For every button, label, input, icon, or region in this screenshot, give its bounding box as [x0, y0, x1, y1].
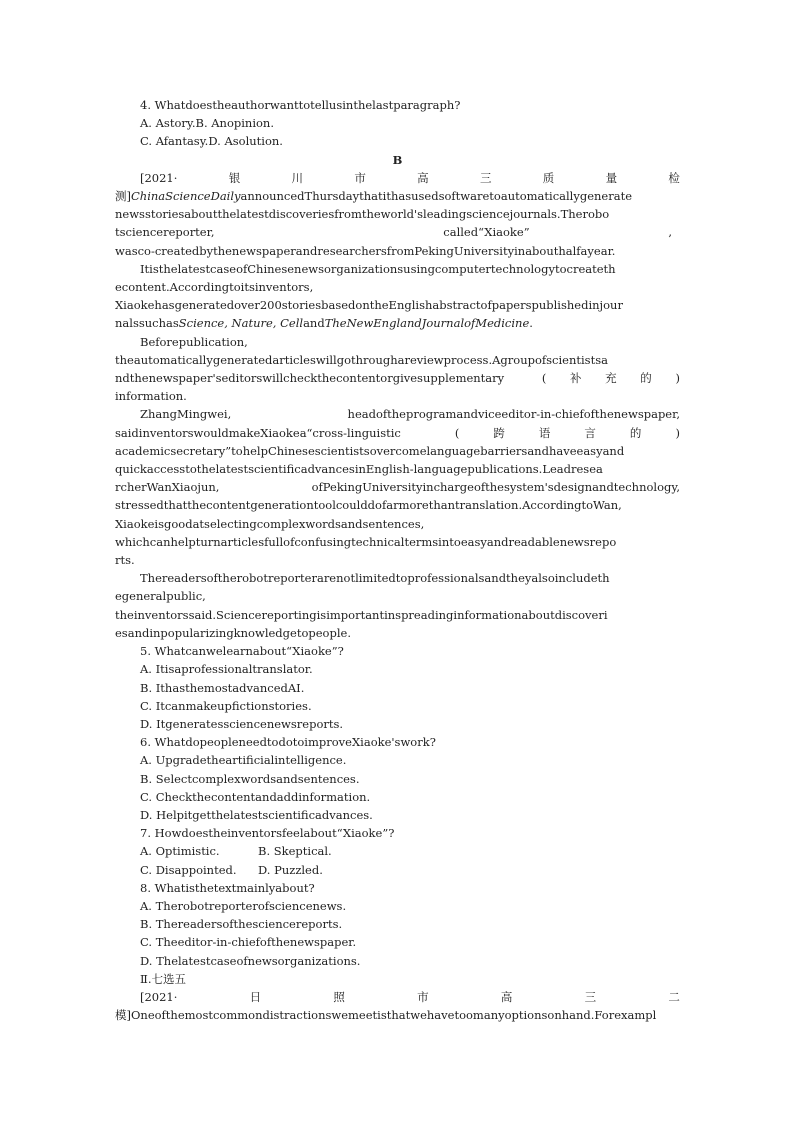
section-2-heading: Ⅱ.七选五 — [140, 971, 186, 986]
question-7-options-cd: C. Disappointed. D. Puzzled. — [140, 862, 323, 877]
para-2-line-3: Xiaokehasgeneratedover200storiesbasedontheEnglishabstractofpaperspublishedinjour — [115, 298, 623, 313]
para-5-line-4: esandinpopularizingknowledgetopeople. — [115, 625, 351, 640]
para-3-line-1: Beforepublication, — [140, 334, 248, 349]
para-4-line-1: ZhangMingwei, headoftheprogramandviceeditor-in-chiefofthenewspaper, — [140, 407, 680, 422]
para-5-line-3: theinventorssaid.Sciencereportingisimportantinspreadinginformationaboutdiscoveri — [115, 607, 608, 622]
question-5-option-d: D. Itgeneratessciencenewsreports. — [140, 716, 344, 731]
section-b-source: [2021· 银 川 市 高 三 质 量 检 — [140, 170, 680, 185]
question-4-options-ab: A. Astory.B. Anopinion. — [140, 116, 274, 131]
section-b-label: B — [392, 152, 403, 167]
question-4-options-cd: C. Afantasy.D. Asolution. — [140, 134, 283, 149]
question-5-option-b: B. IthasthemostadvancedAI. — [140, 680, 305, 695]
question-8-option-a: A. Therobotreporterofsciencenews. — [140, 898, 347, 913]
para-5-line-2: egeneralpublic, — [115, 589, 206, 604]
para-2-line-2: econtent.Accordingtoitsinventors, — [115, 280, 314, 295]
question-8-option-b: B. Thereadersofthesciencereports. — [140, 917, 343, 932]
para-2-line-1: ItisthelatestcaseofChinesenewsorganizationsusingcomputertechnologytocreateth — [140, 261, 616, 276]
question-6-option-c: C. Checkthecontentandaddinformation. — [140, 789, 371, 804]
para-5-line-1: Thereadersoftherobotreporterarenotlimitedtoprofessionalsandtheyalsoincludeth — [140, 571, 610, 586]
question-8-option-c: C. Theeditor-in-chiefofthenewspaper. — [140, 935, 357, 950]
section-b-line-3: tsciencereporter, called“Xiaoke” , — [115, 225, 672, 240]
question-8-stem: 8. Whatisthetextmainlyabout? — [140, 880, 315, 895]
para-4-line-7: Xiaokeisgoodatselectingcomplexwordsandsentences, — [115, 516, 425, 531]
question-5-option-a: A. Itisaprofessionaltranslator. — [140, 662, 313, 677]
question-6-option-d: D. Helpitgetthelatestscientificadvances. — [140, 807, 373, 822]
question-4-stem: 4. Whatdoestheauthorwanttotellusinthelastparagraph? — [140, 98, 461, 112]
question-6-stem: 6. WhatdopeopleneedtodotoimproveXiaoke'swork? — [140, 735, 436, 750]
question-6-option-b: B. Selectcomplexwordsandsentences. — [140, 771, 360, 786]
para-4-line-2: saidinventorswouldmakeXiaokea“cross-linguistic ( 跨 语 言 的 ) — [115, 425, 680, 440]
para-4-line-8: whichcanhelpturnarticlesfullofconfusingtechnicaltermsintoeasyandreadablenewsrepo — [115, 534, 617, 549]
section-b-line-1: 测]ChinaScienceDailyannouncedThursdaythatithasusedsoftwaretoautomaticallygenerate — [115, 189, 633, 204]
section-2-source: [2021· 日 照 市 高 三 二 — [140, 989, 680, 1004]
question-8-option-d: D. Thelatestcaseofnewsorganizations. — [140, 953, 361, 968]
section-b-line-4: wasco-createdbythenewspaperandresearchersfromPekingUniversityinabouthalfayear. — [115, 243, 616, 258]
section-2-line-2: 模]Oneofthemostcommondistractionswemeetisthatwehavetoomanyoptionsonhand.Forexampl — [115, 1008, 657, 1023]
para-4-line-9: rts. — [115, 553, 135, 568]
section-b-line-2: newsstoriesaboutthelatestdiscoveriesfromtheworld'sleadingsciencejournals.Therobo — [115, 207, 610, 222]
para-4-line-5: rcherWanXiaojun, ofPekingUniversityinchargeofthesystem'sdesignandtechnology, — [115, 480, 680, 495]
para-3-line-2: theautomaticallygeneratedarticleswillgothroughareviewprocess.Agroupofscientistsa — [115, 352, 608, 367]
question-5-stem: 5. Whatcanwelearnabout“Xiaoke”? — [140, 644, 344, 659]
para-2-line-4: nalssuchasScience, Nature, CellandTheNewEnglandJournalofMedicine. — [115, 316, 533, 331]
document-page — [115, 96, 680, 1024]
para-4-line-3: academicsecretary”tohelpChinesescientistsovercomelanguagebarriersandhaveeasyand — [115, 443, 625, 458]
para-4-line-4: quickaccesstothelatestscientificadvancesinEnglish-languagepublications.Leadresea — [115, 462, 603, 477]
para-4-line-6: stressedthatthecontentgenerationtoolcoulddofarmorethantranslation.AccordingtoWan, — [115, 498, 622, 513]
question-6-option-a: A. Upgradetheartificialintelligence. — [140, 753, 347, 768]
question-5-option-c: C. Itcanmakeupfictionstories. — [140, 698, 312, 713]
question-7-stem: 7. Howdoestheinventorsfeelabout“Xiaoke”? — [140, 826, 395, 841]
para-3-line-3: ndthenewspaper'seditorswillcheckthecontentorgivesupplementary ( 补 充 的 ) — [115, 371, 680, 386]
question-7-options-ab: A. Optimistic. B. Skeptical. — [140, 844, 332, 859]
para-3-line-4: information. — [115, 389, 187, 404]
